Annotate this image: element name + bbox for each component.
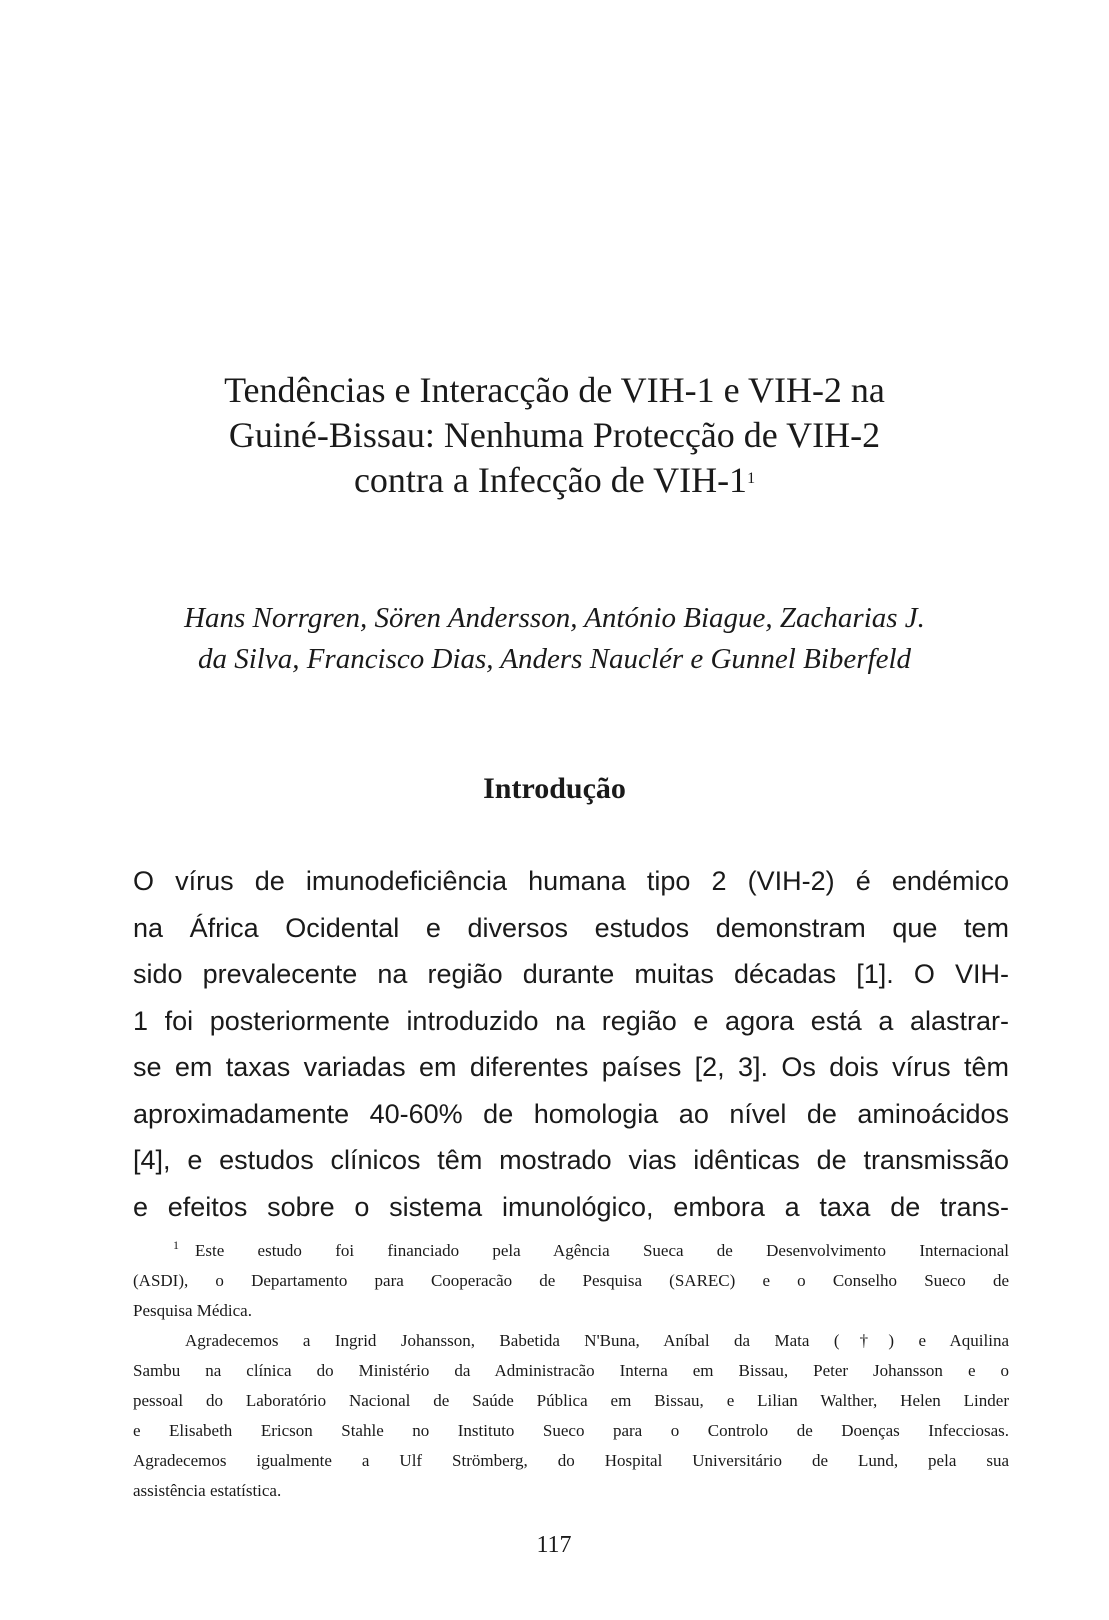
title-line-3: [120, 458, 989, 503]
footnote-line: (ASDI), o Departamento para Cooperacão de Pesquisa (SAREC) e o Conselho Sueco de: [133, 1271, 1009, 1290]
body-paragraph: [133, 858, 1009, 1230]
footnote-line: pessoal do Laboratório Nacional de Saúde Pública em Bissau, e Lilian Walther, Helen Linder: [133, 1391, 1009, 1410]
body-line: e efeitos sobre o sistema imunológico, embora a taxa de trans-: [133, 1191, 1009, 1222]
footnote-line-text: Este estudo foi financiado pela Agência Sueca de Desenvolvimento Internacional: [195, 1241, 1009, 1260]
title-line-3-text: contra a Infecção de VIH-1: [353, 460, 748, 500]
footnote-line: Agradecemos a Ingrid Johansson, Babetida N'Buna, Aníbal da Mata (†) e Aquilina: [185, 1331, 1009, 1350]
page-number: 117: [536, 1532, 572, 1558]
footnote-line: assistência estatística.: [133, 1481, 282, 1500]
title-footnote-mark: 1: [747, 470, 756, 487]
footnote-line: [133, 1236, 1009, 1266]
body-line: na África Ocidental e diversos estudos demonstram que tem: [133, 912, 1009, 943]
body-line: 1 foi posteriormente introduzido na região e agora está a alastrar-: [133, 1005, 1009, 1036]
body-line: [4], e estudos clínicos têm mostrado vias idênticas de transmissão: [133, 1145, 1009, 1175]
author-line-1: Hans Norrgren, Sören Andersson, António Biague, Zacharias J.: [184, 602, 925, 634]
body-line: aproximadamente 40-60% de homologia ao nível de aminoácidos: [133, 1098, 1009, 1129]
footnote-line: e Elisabeth Ericson Stahle no Instituto Sueco para o Controlo de Doenças Infecciosas.: [133, 1421, 1009, 1440]
footnote-line: Sambu na clínica do Ministério da Administracão Interna em Bissau, Peter Johansson e o: [133, 1361, 1009, 1380]
footnote-line: Pesquisa Médica.: [133, 1301, 252, 1320]
author-list: [110, 598, 999, 680]
footnote-mark: 1: [173, 1238, 179, 1252]
author-line-2: da Silva, Francisco Dias, Anders Nauclér e Gunnel Biberfeld: [197, 643, 912, 675]
article-title: [120, 368, 989, 503]
footnote-line: Agradecemos igualmente a Ulf Strömberg, do Hospital Universitário de Lund, pela sua: [133, 1451, 1009, 1470]
footnotes: [133, 1236, 1009, 1506]
body-line: O vírus de imunodeficiência humana tipo 2 (VIH-2) é endémico: [133, 866, 1009, 896]
title-line-2: Guiné-Bissau: Nenhuma Protecção de VIH-2: [228, 415, 881, 455]
body-line: sido prevalecente na região durante muitas décadas [1]. O VIH-: [133, 959, 1009, 989]
section-heading: Introdução: [483, 772, 626, 805]
body-line: se em taxas variadas em diferentes países [2, 3]. Os dois vírus têm: [133, 1052, 1009, 1082]
title-line-1: Tendências e Interacção de VIH-1 e VIH-2 na: [224, 370, 885, 410]
